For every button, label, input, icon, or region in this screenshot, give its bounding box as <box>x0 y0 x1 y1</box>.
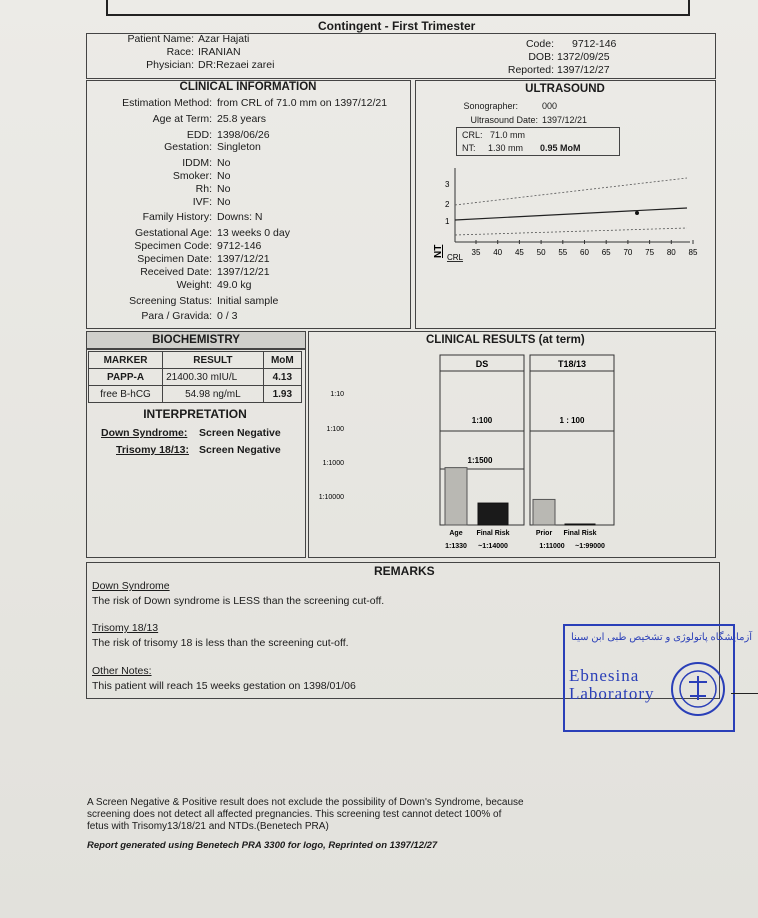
clinical-field-value: from CRL of 71.0 mm on 1397/12/21 <box>217 97 388 109</box>
ds-cutoff-label: 1:100 <box>471 416 493 425</box>
mom-cell: 4.13 <box>263 369 301 386</box>
clinical-field-value: No <box>217 183 231 195</box>
race-value: IRANIAN <box>198 46 241 58</box>
risk-bars <box>445 468 595 525</box>
down-syndrome-result: Screen Negative <box>199 427 281 439</box>
remark-other-text: This patient will reach 15 weeks gestation on 1398/01/06 <box>92 680 356 692</box>
t18-cutoff-label: 1 : 100 <box>559 416 585 425</box>
risk-bar-ds-0 <box>445 468 467 525</box>
down-syndrome-label: Down Syndrome: <box>101 427 188 439</box>
risk-y-label: 1:10000 <box>318 494 344 501</box>
clinical-field-value: 0 / 3 <box>217 310 238 322</box>
clinical-field-value: 1397/12/21 <box>217 266 270 278</box>
crl-ticks <box>472 240 698 257</box>
crl-tick-label: 60 <box>580 248 589 257</box>
ds-bar2-label: Final Risk <box>476 530 510 537</box>
clinical-field-label: Gestation: <box>164 141 212 153</box>
dob-label: DOB: <box>528 51 554 63</box>
risk-y-label: 1:10 <box>330 391 344 398</box>
clinical-field-label: Family History: <box>142 211 212 223</box>
clinical-field-label: Smoker: <box>172 170 212 182</box>
marker-cell: free B-hCG <box>89 386 163 403</box>
nt-tick-1: 1 <box>445 217 450 226</box>
clinical-field-label: IVF: <box>192 196 212 208</box>
marker-header: MARKER <box>89 352 163 369</box>
ultrasound-date-value: 1397/12/21 <box>542 115 588 125</box>
crl-axis-label: CRL <box>447 253 464 262</box>
clinical-field-label: Estimation Method: <box>122 97 212 109</box>
clinical-field-label: Gestational Age: <box>134 227 212 239</box>
crl-value: 71.0 mm <box>490 130 526 140</box>
clinical-field-label: Rh: <box>195 183 212 195</box>
clinical-field-value: Downs: N <box>217 211 263 223</box>
physician-label: Physician: <box>146 59 194 71</box>
clinical-field-value: Initial sample <box>217 295 279 307</box>
interpretation-title: INTERPRETATION <box>143 407 247 421</box>
disclaimer-line-3: fetus with Trisomy13/18/21 and NTDs.(Benetech PRA) <box>87 821 329 832</box>
clinical-field-label: Para / Gravida: <box>141 310 212 322</box>
ultrasound-date-label: Ultrasound Date: <box>470 115 538 125</box>
result-cell: 21400.30 mIU/L <box>163 369 264 386</box>
clinical-field-value: 1397/12/21 <box>217 253 270 265</box>
clinical-field-label: Age at Term: <box>152 113 212 125</box>
clinical-field-value: No <box>217 196 231 208</box>
sonographer-value: 000 <box>542 101 558 111</box>
edge-line <box>731 693 758 694</box>
ds-header: DS <box>475 359 489 369</box>
nt-lower-percentile-line <box>455 228 687 235</box>
race-label: Race: <box>166 46 194 58</box>
nt-upper-percentile-line <box>455 178 687 205</box>
clinical-results-title: CLINICAL RESULTS (at term) <box>426 334 585 346</box>
table-row <box>89 369 302 386</box>
stamp-name-line1: Ebnesina <box>569 666 640 685</box>
clinical-field-label: IDDM: <box>182 157 212 169</box>
biochemistry-table <box>88 351 302 403</box>
ds-inner-cutoff-label: 1:1500 <box>467 456 493 465</box>
trisomy-label: Trisomy 18/13: <box>116 444 189 456</box>
crl-tick-label: 75 <box>645 248 655 257</box>
clinical-field-value: No <box>217 170 231 182</box>
marker-cell: PAPP-A <box>89 369 163 386</box>
mom-cell: 1.93 <box>263 386 301 403</box>
clinical-field-label: Screening Status: <box>129 295 212 307</box>
nt-median-line <box>455 208 687 220</box>
t18-bar2-value: ~1:99000 <box>575 543 605 550</box>
patient-name: Azar Hajati <box>198 33 250 45</box>
crl-tick-label: 65 <box>601 248 611 257</box>
crl-tick-label: 50 <box>536 248 546 257</box>
physician-value: DR:Rezaei zarei <box>198 59 275 71</box>
clinical-field-label: Specimen Code: <box>134 240 212 252</box>
ultrasound-title: ULTRASOUND <box>525 83 605 95</box>
crl-tick-label: 45 <box>514 248 524 257</box>
laboratory-stamp <box>563 624 753 732</box>
nt-tick-3: 3 <box>445 180 450 189</box>
clinical-field-value: 25.8 years <box>217 113 267 125</box>
remark-down-heading: Down Syndrome <box>92 580 170 592</box>
result-header: RESULT <box>163 352 264 369</box>
nt-crl-chart <box>425 160 705 270</box>
nt-patient-point <box>635 211 639 215</box>
code-value: 9712-146 <box>572 38 617 50</box>
clinical-field-label: Weight: <box>176 279 212 291</box>
clinical-field-value: 9712-146 <box>217 240 262 252</box>
mom-header: MoM <box>263 352 301 369</box>
crl-tick-label: 40 <box>493 248 503 257</box>
reported-value: 1397/12/27 <box>557 64 610 76</box>
risk-y-label: 1:100 <box>326 426 344 433</box>
clinical-field-value: 49.0 kg <box>217 279 252 291</box>
risk-y-labels <box>319 391 344 501</box>
biochemistry-title: BIOCHEMISTRY <box>86 331 306 349</box>
clinical-field-value: 1398/06/26 <box>217 129 270 141</box>
risk-bar-ds-1 <box>478 503 508 525</box>
report-title: Contingent - First Trimester <box>318 19 476 33</box>
remarks-title: REMARKS <box>374 564 435 578</box>
risk-y-label: 1:1000 <box>322 460 344 467</box>
nt-value: 1.30 mm <box>488 143 524 153</box>
clinical-field-label: EDD: <box>186 129 212 141</box>
trisomy-result: Screen Negative <box>199 444 281 456</box>
nt-axis-label: NT <box>433 244 444 258</box>
disclaimer-line-2: screening does not detect all affected pregnancies. This screening test cannot detect 100% of <box>87 809 502 820</box>
top-frame <box>106 0 690 16</box>
reported-label: Reported: <box>507 64 554 76</box>
nt-mom: 0.95 MoM <box>540 143 581 153</box>
sonographer-label: Sonographer: <box>463 101 518 111</box>
ds-bar2-value: ~1:14000 <box>478 543 508 550</box>
stamp-persian-text: آزمایشگاه پاتولوژی و تشخیص طبی ابن سینا <box>571 632 753 643</box>
crl-tick-label: 35 <box>471 248 481 257</box>
stamp-name-line2: Laboratory <box>569 684 655 703</box>
risk-chart <box>308 350 714 555</box>
disclaimer-line-1: A Screen Negative & Positive result does not exclude the possibility of Down's Syndrome, because <box>87 797 524 808</box>
clinical-field-label: Specimen Date: <box>137 253 212 265</box>
risk-bar-t18-13-1 <box>565 524 595 525</box>
crl-tick-label: 80 <box>666 248 676 257</box>
t18-bar2-label: Final Risk <box>563 530 597 537</box>
remark-down-text: The risk of Down syndrome is LESS than the screening cut-off. <box>92 595 385 607</box>
clinical-info-title: CLINICAL INFORMATION <box>179 81 317 93</box>
ds-bar1-label: Age <box>449 530 463 537</box>
crl-tick-label: 70 <box>623 248 633 257</box>
nt-tick-2: 2 <box>445 200 450 209</box>
code-label: Code: <box>525 38 554 50</box>
clinical-field-value: 13 weeks 0 day <box>217 227 290 239</box>
remark-trisomy-text: The risk of trisomy 18 is less than the screening cut-off. <box>92 637 349 649</box>
patient-name-label: Patient Name: <box>127 33 194 45</box>
t18-header: T18/13 <box>557 359 587 369</box>
result-cell: 54.98 ng/mL <box>163 386 264 403</box>
dob-value: 1372/09/25 <box>557 51 610 63</box>
risk-bar-t18-13-0 <box>533 499 555 525</box>
clinical-field-label: Received Date: <box>140 266 212 278</box>
ds-bar1-value: 1:1330 <box>445 543 467 550</box>
remark-trisomy-heading: Trisomy 18/13 <box>92 622 159 634</box>
t18-bar1-value: 1:11000 <box>539 543 565 550</box>
crl-tick-label: 55 <box>558 248 568 257</box>
crl-tick-label: 85 <box>688 248 698 257</box>
table-row <box>89 386 302 403</box>
t18-bar1-label: Prior <box>535 530 553 537</box>
nt-label: NT: <box>462 143 476 153</box>
clinical-field-value: No <box>217 157 231 169</box>
crl-label: CRL: <box>462 130 483 140</box>
generated-note: Report generated using Benetech PRA 3300 for logo, Reprinted on 1397/12/27 <box>87 840 438 851</box>
clinical-field-value: Singleton <box>217 141 261 153</box>
stamp-logo-icon <box>669 660 727 718</box>
remark-other-heading: Other Notes: <box>92 665 152 677</box>
